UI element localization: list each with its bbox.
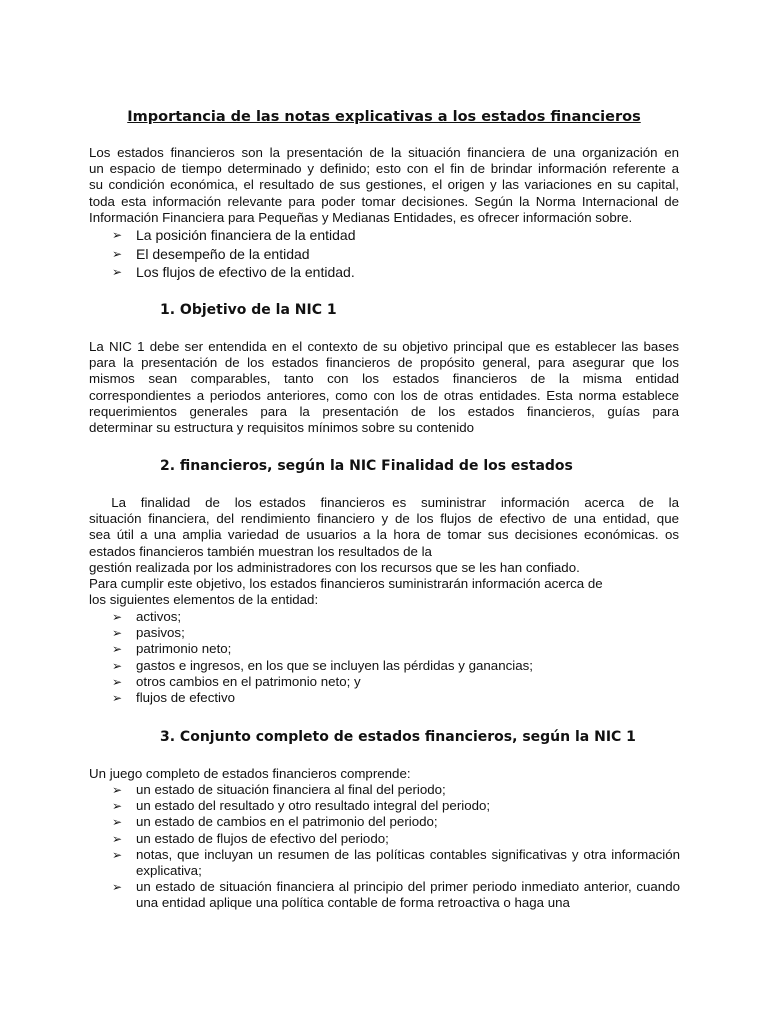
- paragraph-line: los siguientes elementos de la entidad:: [89, 592, 319, 608]
- paragraph-line: sea útil a una amplia variedad de usuarios a la hora de tomar sus decisiones económicas. os: [89, 527, 679, 543]
- paragraph-line: para la presentación de los estados financieros de propósito general, para asegurar que los: [89, 355, 679, 371]
- arrowhead-bullet-icon: ➢: [112, 658, 123, 673]
- list-item: ➢ patrimonio neto;: [112, 641, 232, 657]
- list-item: ➢ gastos e ingresos, en los que se incluyen las pérdidas y ganancias;: [112, 657, 533, 673]
- intro-line: su condición económica, el resultado de sus gestiones, el origen y las variaciones en su capital,: [89, 177, 679, 193]
- list-item: ➢ un estado de situación financiera al principio del primer periodo inmediato anterior, cuando una entidad aplique una política contable de forma retroactiva o haga una: [112, 879, 680, 911]
- section2-bullet-list: [112, 609, 680, 706]
- arrowhead-bullet-icon: ➢: [112, 880, 123, 895]
- list-item: ➢ notas, que incluyan un resumen de las políticas contables significativas y otra información explicativa;: [112, 846, 680, 879]
- arrowhead-bullet-icon: ➢: [112, 265, 123, 279]
- list-item: ➢ un estado de cambios en el patrimonio del periodo;: [112, 814, 438, 830]
- intro-line: Información Financiera para Pequeñas y Medianas Entidades, es ofrecer información sobre.: [89, 209, 633, 225]
- arrowhead-bullet-icon: ➢: [112, 799, 123, 814]
- section1-paragraph: [89, 339, 679, 436]
- paragraph-line: correspondientes a periodos anteriores, como con los de otras entidades. Esta norma establece: [89, 387, 679, 403]
- arrowhead-bullet-icon: ➢: [112, 831, 123, 846]
- document-title: Importancia de las notas explicativas a los estados financieros: [127, 109, 641, 125]
- list-item: ➢ flujos de efectivo: [112, 690, 236, 706]
- paragraph-line: situación financiera, del rendimiento financiero y de los flujos de efectivo de una entidad, que: [89, 511, 679, 527]
- paragraph-line: estados financieros también muestran los resultados de la: [89, 543, 432, 559]
- list-item: ➢ un estado del resultado y otro resultado integral del periodo;: [112, 798, 491, 814]
- arrowhead-bullet-icon: ➢: [112, 674, 123, 689]
- list-item: ➢ La posición financiera de la entidad: [112, 227, 356, 243]
- paragraph-line: mismos sean comparables, tanto con los estados financieros de la misma entidad: [89, 371, 679, 387]
- section-heading-1: 1. Objetivo de la NIC 1: [160, 302, 337, 318]
- section3-bullet-list: [112, 782, 680, 912]
- arrowhead-bullet-icon: ➢: [112, 815, 123, 830]
- arrowhead-bullet-icon: ➢: [112, 610, 123, 624]
- arrowhead-bullet-icon: ➢: [112, 642, 123, 657]
- list-item: ➢ un estado de situación financiera al final del periodo;: [112, 782, 446, 797]
- arrowhead-bullet-icon: ➢: [112, 246, 123, 261]
- list-item: ➢ El desempeño de la entidad: [112, 245, 310, 262]
- section2-paragraph: [89, 495, 679, 608]
- paragraph-line: requerimientos generales para la presentación de los estados financieros, guías para: [89, 403, 679, 419]
- section-heading-3: 3. Conjunto completo de estados financieros, según la NIC 1: [160, 729, 636, 745]
- arrowhead-bullet-icon: ➢: [112, 626, 123, 641]
- section3-intro: Un juego completo de estados financieros comprende:: [89, 766, 411, 781]
- intro-line: un espacio de tiempo determinado y definido; esto con el fin de brindar información referente a: [89, 161, 679, 177]
- list-item: ➢ otros cambios en el patrimonio neto; y: [112, 673, 361, 689]
- intro-paragraph: [89, 145, 679, 226]
- paragraph-line: gestión realizada por los administradores con los recursos que se les han confiado.: [89, 559, 580, 575]
- paragraph-line: La NIC 1 debe ser entendida en el contexto de su objetivo principal que es establecer las bases: [89, 339, 679, 354]
- section-heading-2: 2. financieros, según la NIC Finalidad de los estados: [160, 458, 573, 474]
- paragraph-line: Para cumplir este objetivo, los estados financieros suministrarán información acerca de: [89, 576, 603, 592]
- intro-bullet-list: [112, 226, 680, 282]
- arrowhead-bullet-icon: ➢: [112, 783, 123, 797]
- list-item: ➢ un estado de flujos de efectivo del periodo;: [112, 830, 389, 846]
- list-item: ➢ activos;: [112, 609, 182, 624]
- intro-line: Los estados financieros son la presentación de la situación financiera de una organización en: [89, 145, 679, 160]
- list-item: ➢ pasivos;: [112, 625, 185, 641]
- paragraph-line: La finalidad de los estados financieros es suministrar información acerca de la: [89, 495, 679, 510]
- arrowhead-bullet-icon: ➢: [112, 228, 123, 242]
- arrowhead-bullet-icon: ➢: [112, 847, 123, 862]
- arrowhead-bullet-icon: ➢: [112, 691, 123, 706]
- list-item: ➢ Los flujos de efectivo de la entidad.: [112, 264, 355, 280]
- intro-line: toda esta información relevante para poder tomar decisiones. Según la Norma Internacional de: [89, 193, 679, 209]
- paragraph-line: determinar su estructura y requisitos mínimos sobre su contenido: [89, 420, 475, 436]
